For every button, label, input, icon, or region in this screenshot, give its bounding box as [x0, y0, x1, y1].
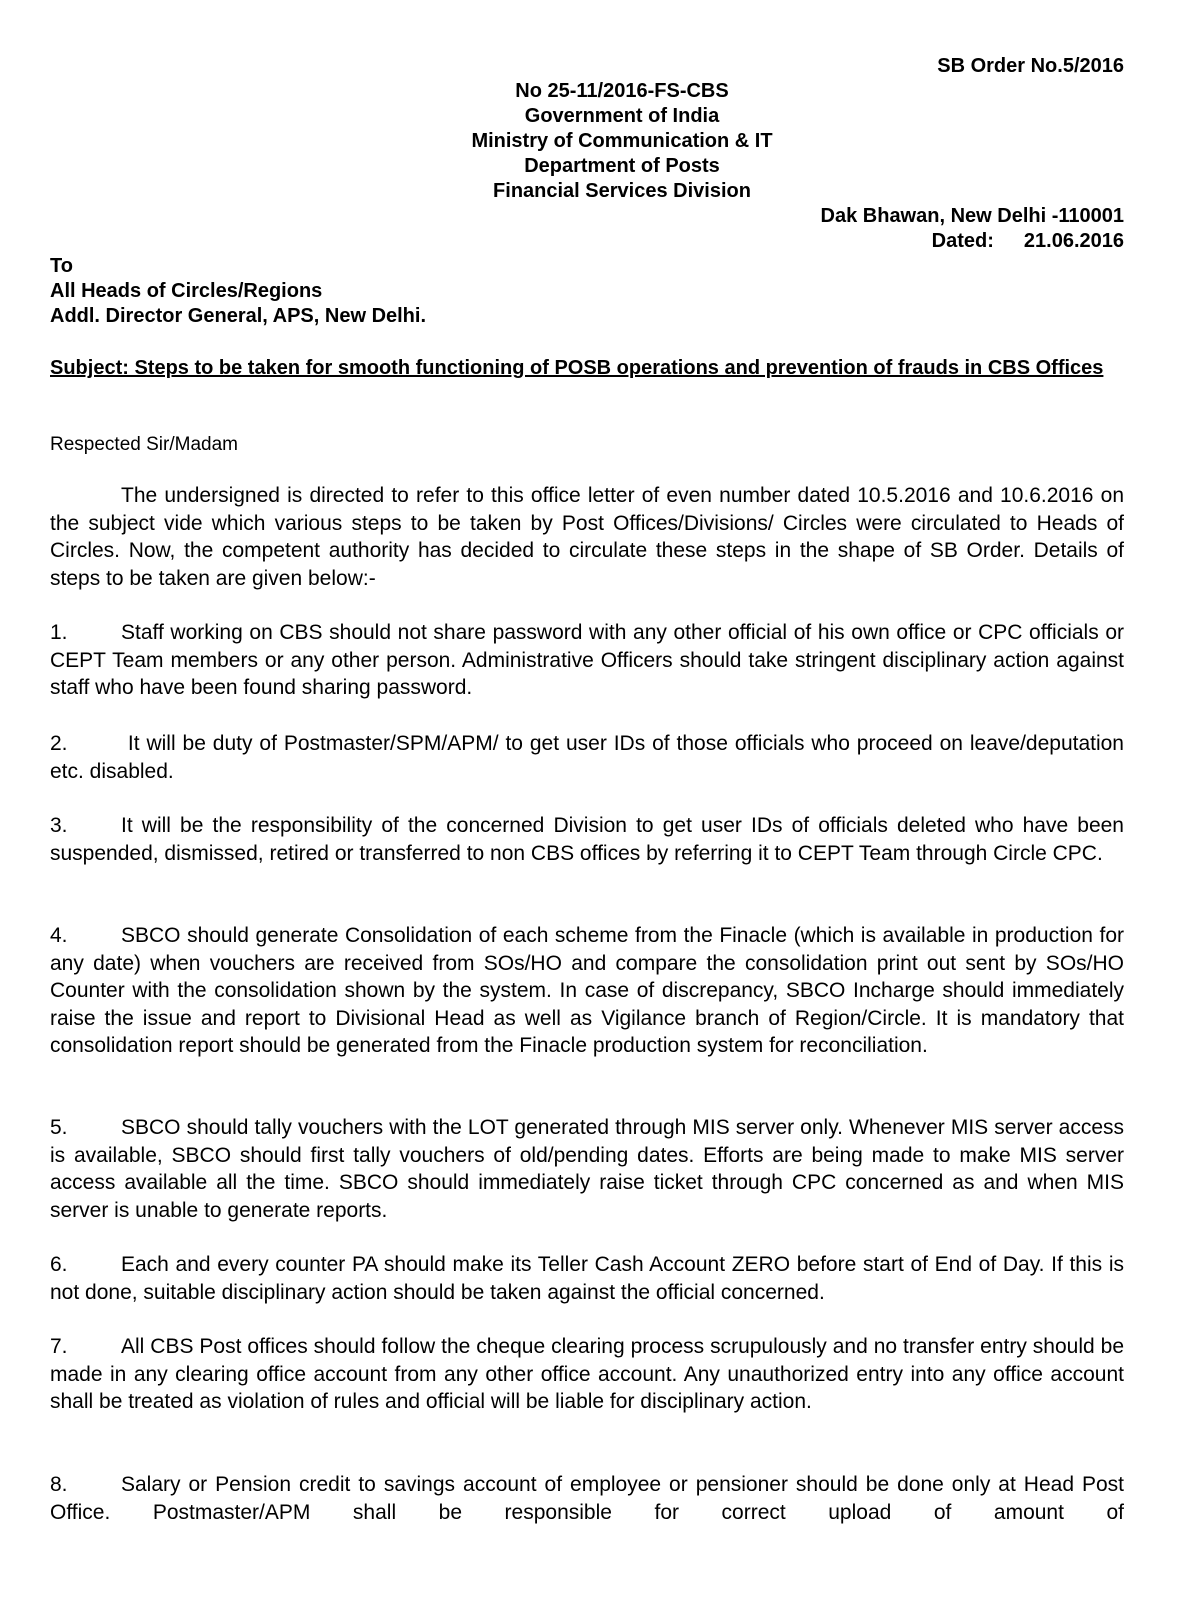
item-number: 6.	[50, 1253, 68, 1276]
item-text: Salary or Pension credit to savings account of employee or pensioner should be done only at Head Post Office. Postmaster/APM shall be responsible for correct upload of amount of	[50, 1473, 1124, 1524]
item-number: 4.	[50, 924, 68, 947]
item-number: 7.	[50, 1335, 68, 1358]
item-number: 3.	[50, 814, 68, 837]
item-number: 2.	[50, 732, 68, 755]
department-name: Department of Posts	[524, 155, 720, 177]
address-block	[821, 204, 1124, 254]
item-text: Staff working on CBS should not share password with any other official of his own office or CPC officials or CEPT Team members or any other person. Administrative Officers should take stringent disciplinary action against staff who have been found sharing password.	[50, 621, 1124, 699]
file-number: No 25-11/2016-FS-CBS	[515, 80, 729, 102]
list-item	[50, 619, 1124, 702]
recipients-block	[50, 254, 426, 329]
subject-line: Subject: Steps to be taken for smooth functioning of POSB operations and prevention of frauds in CBS Offices	[50, 357, 1104, 379]
item-text: It will be the responsibility of the concerned Division to get user IDs of officials deleted who have been suspended, dismissed, retired or transferred to non CBS offices by referring it to CEPT Team through Circle CPC.	[50, 814, 1124, 865]
salutation: Respected Sir/Madam	[50, 434, 238, 455]
office-address: Dak Bhawan, New Delhi -110001	[820, 205, 1124, 227]
letterhead	[50, 79, 1194, 204]
item-number: 8.	[50, 1473, 68, 1496]
dated-label: Dated:	[931, 230, 994, 252]
dated-value: 21.06.2016	[1023, 230, 1124, 252]
item-text: It will be duty of Postmaster/SPM/APM/ to get user IDs of those officials who proceed on leave/deputation etc. disabled.	[50, 732, 1124, 783]
item-text: Each and every counter PA should make its Teller Cash Account ZERO before start of End of Day. If this is not done, suitable disciplinary action should be taken against the official concerned.	[50, 1253, 1124, 1304]
list-item	[50, 1333, 1124, 1416]
list-item	[50, 922, 1124, 1060]
to-label: To	[50, 255, 73, 277]
item-text: All CBS Post offices should follow the cheque clearing process scrupulously and no transfer entry should be made in any clearing office account from any other office account. Any unauthorized entry into any office account shall be treated as violation of rules and official will be liable for disciplinary action.	[50, 1335, 1124, 1413]
recipient-line: Addl. Director General, APS, New Delhi.	[50, 305, 427, 327]
order-number: SB Order No.5/2016	[937, 55, 1124, 77]
item-text: SBCO should generate Consolidation of each scheme from the Finacle (which is available in production for any date) when vouchers are received from SOs/HO and compare the consolidation print out sent by SOs/HO Counter with the consolidation shown by the system. In case of discrepancy, SBCO Incharge should immediately raise the issue and report to Divisional Head as well as Vigilance branch of Region/Circle. It is mandatory that consolidation report should be generated from the Finacle production system for reconciliation.	[50, 924, 1124, 1057]
list-item	[50, 730, 1124, 785]
division-name: Financial Services Division	[493, 180, 751, 202]
ministry-name: Ministry of Communication & IT	[471, 130, 773, 152]
government-name: Government of India	[524, 105, 720, 127]
intro-paragraph: The undersigned is directed to refer to this office letter of even number dated 10.5.2016 and 10.6.2016 on the subject vide which various steps to be taken by Post Offices/Divisions/ Circles were circulated to Heads of Circles. Now, the competent authority has decided to circulate these steps in the shape of SB Order. Details of steps to be taken are given below:-	[50, 484, 1124, 590]
list-item	[50, 1251, 1124, 1306]
list-item	[50, 1114, 1124, 1224]
item-number: 1.	[50, 621, 68, 644]
list-item	[50, 1471, 1124, 1526]
recipient-line: All Heads of Circles/Regions	[50, 280, 323, 302]
item-text: SBCO should tally vouchers with the LOT generated through MIS server only. Whenever MIS server access is available, SBCO should first tally vouchers of old/pending dates. Efforts are being made to make MIS server access available all the time. SBCO should immediately raise ticket through CPC concerned as and when MIS server is unable to generate reports.	[50, 1116, 1124, 1222]
dated-row	[821, 229, 1124, 254]
list-item	[50, 812, 1124, 867]
item-number: 5.	[50, 1116, 68, 1139]
